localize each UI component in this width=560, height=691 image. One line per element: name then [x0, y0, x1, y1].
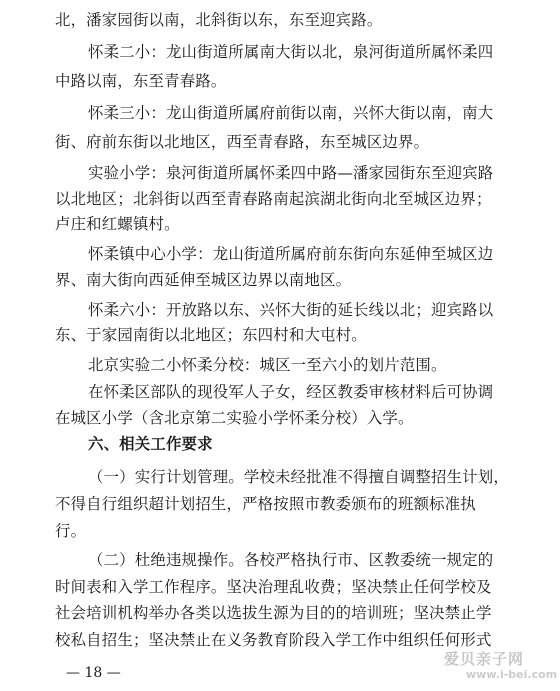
watermark-name: 爱贝亲子网 — [444, 650, 525, 668]
section-heading: 六、相关工作要求 — [88, 435, 213, 453]
text-line: （二）杜绝违规操作。各校严格执行市、区教委统一规定的 — [88, 551, 494, 569]
text-line: 怀柔六小：开放路以东、兴怀大街的延长线以北；迎宾路以 — [88, 301, 494, 319]
text-line: 界、南大街向西延伸至城区边界以南地区。 — [55, 271, 352, 289]
text-line: 怀柔镇中心小学：龙山街道所属府前东街向东延伸至城区边 — [88, 245, 494, 263]
page-number: — 18 — — [66, 665, 121, 681]
text-line: 在怀柔区部队的现役军人子女，经区教委审核材料后可协调 — [88, 383, 494, 401]
watermark — [438, 646, 556, 688]
text-line: 中路以南，东至青春路。 — [55, 72, 227, 90]
text-line: 校私自招生；坚决禁止在义务教育阶段入学工作中组织任何形式 — [55, 631, 492, 649]
text-line: 社会培训机构举办各类以选拔生源为目的的培训班；坚决禁止学 — [55, 604, 492, 622]
watermark-url: www.i-bei.com — [466, 668, 558, 681]
text-line: 北，潘家园街以南，北斜街以东，东至迎宾路。 — [55, 11, 383, 29]
text-line: 东、于家园南街以北地区；东四村和大屯村。 — [55, 326, 367, 344]
text-line: 怀柔二小：龙山街道所属南大街以北，泉河街道所属怀柔四 — [88, 43, 494, 61]
text-line: 实验小学：泉河街道所属怀柔四中路—潘家园街东至迎宾路 — [88, 164, 494, 182]
text-line: 时间表和入学工作程序。坚决治理乱收费；坚决禁止任何学校及 — [55, 578, 492, 596]
text-line: 卢庄和红螺镇村。 — [55, 215, 180, 233]
text-line: 在城区小学（含北京第二实验小学怀柔分校）入学。 — [55, 409, 414, 427]
text-line: 怀柔三小：龙山街道所属府前街以南，兴怀大街以南，南大 — [88, 104, 494, 122]
text-line: （一）实行计划管理。学校未经批准不得擅自调整招生计划， — [88, 468, 509, 486]
text-line: 行。 — [55, 522, 87, 540]
text-line: 不得自行组织超计划招生，严格按照市教委颁布的班额标准执 — [55, 495, 476, 513]
text-line: 北京实验二小怀柔分校：城区一至六小的划片范围。 — [88, 356, 447, 374]
text-line: 以北地区；北斜街以西至青春路南起滨湖北街向北至城区边界； — [55, 190, 492, 208]
text-line: 街、府前东街以北地区，西至青春路，东至城区边界。 — [55, 133, 430, 151]
